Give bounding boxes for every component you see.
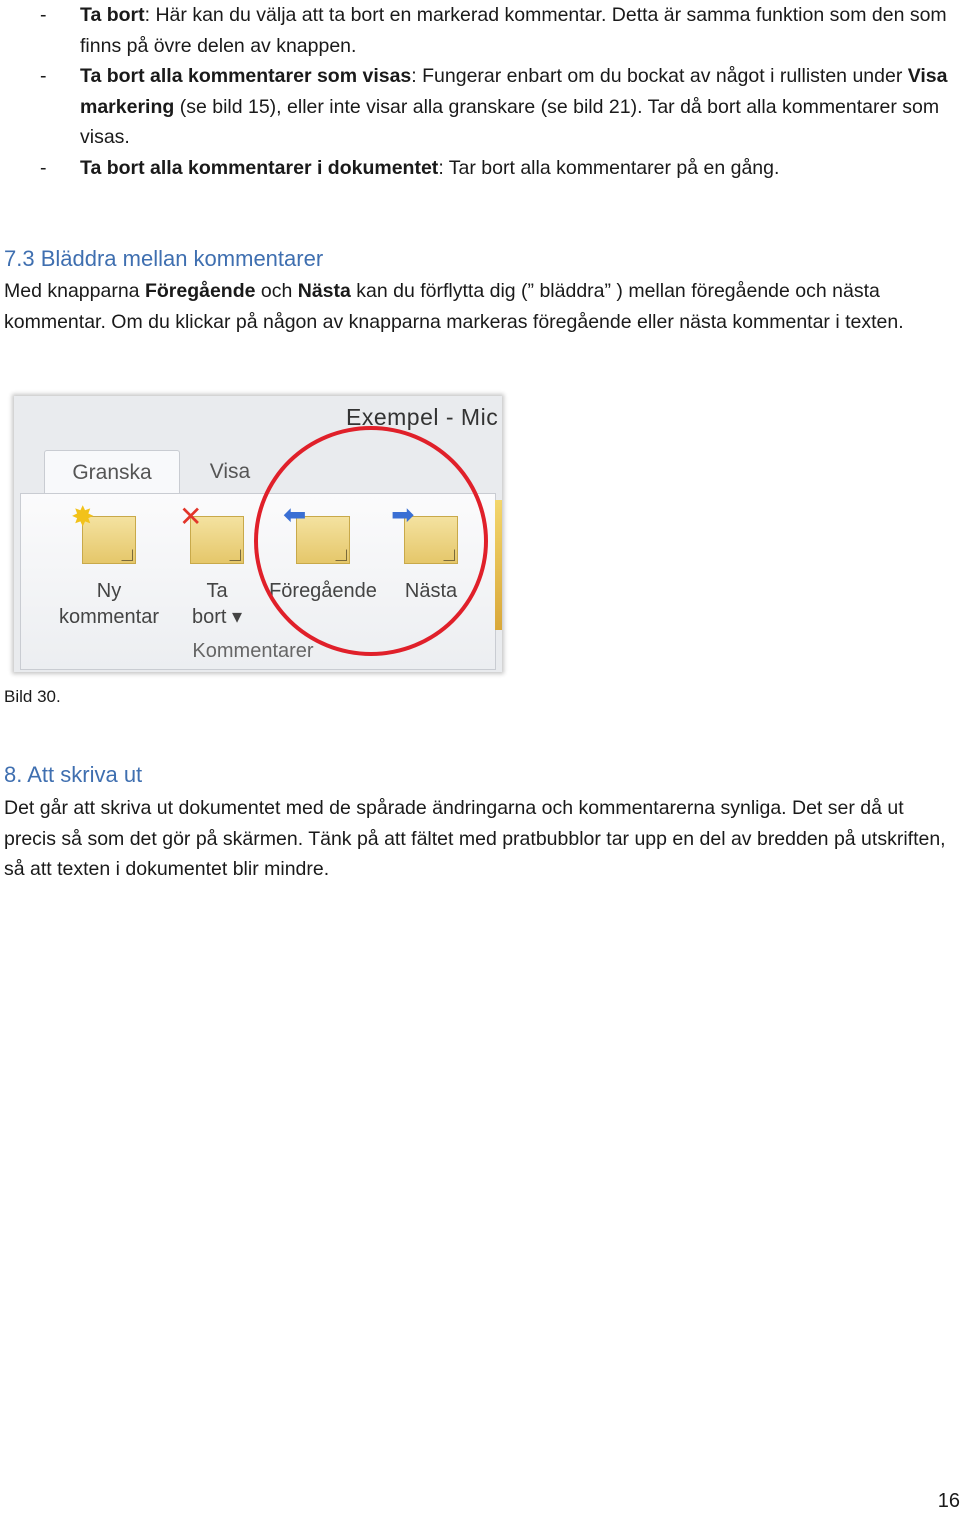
- bullet-text: : Tar bort alla kommentarer på en gång.: [438, 156, 780, 179]
- arrow-right-icon: ➡: [391, 499, 415, 530]
- ribbon-group-label: Kommentarer: [192, 640, 314, 662]
- button-label: Nästa: [404, 580, 458, 602]
- bullet-list: [0, 0, 960, 183]
- paragraph-text: kan du förflytta dig (” bläddra” ) mellan föregående och nästa kommentar. Om du klickar på någon av knapparna markeras föregående eller nästa kommentar i texten.: [4, 280, 904, 333]
- paragraph-term: Föregående: [144, 280, 256, 302]
- bullet-dash: -: [40, 156, 47, 179]
- section-heading-8: 8. Att skriva ut: [4, 762, 143, 787]
- paragraph-text: Med knapparna: [4, 280, 145, 302]
- list-item: [0, 61, 960, 153]
- list-item: [0, 0, 960, 61]
- bullet-term: Ta bort: [80, 4, 145, 26]
- bullet-text: : Fungerar enbart om du bockat av något i rullisten under: [411, 65, 908, 87]
- window-title: Exempel - Mic: [346, 404, 499, 430]
- bullet-term: Visa markering: [80, 65, 948, 118]
- bullet-dash: -: [40, 65, 47, 87]
- button-label: Ny kommentar: [58, 580, 160, 628]
- paragraph-text: och: [255, 280, 298, 302]
- new-comment-icon: [71, 501, 136, 564]
- tab-granska[interactable]: Granska: [44, 450, 180, 495]
- list-item: [0, 153, 960, 184]
- new-comment-button[interactable]: [49, 501, 169, 630]
- bullet-term: Ta bort alla kommentarer som visas: [80, 65, 412, 87]
- section-paragraph: [4, 276, 960, 337]
- bullet-text: : Här kan du välja att ta bort en markerad kommentar. Detta är samma funktion som den som finns på övre delen av knappen.: [80, 4, 947, 57]
- highlight-circle: [254, 426, 488, 656]
- ribbon-edge-strip: [495, 500, 502, 630]
- bullet-term: Ta bort alla kommentarer i dokumentet: [80, 156, 439, 179]
- bullet-text: (se bild 15), eller inte visar alla granskare (se bild 21). Tar då bort alla kommentarer som visas.: [80, 95, 940, 148]
- tab-visa[interactable]: Visa: [209, 460, 251, 483]
- section-paragraph: Det går att skriva ut dokumentet med de spårade ändringarna och kommentarerna synliga. Det ser då ut precis så som det gör på skärmen. Tänk på att fältet med pratbubblor tar upp en del av bredden på utskriften, så att texten i dokumentet blir mindre.: [4, 797, 946, 880]
- figure-caption: Bild 30.: [4, 687, 61, 706]
- button-label: Ta bort ▾: [191, 580, 243, 628]
- section-heading-7-3: 7.3 Bläddra mellan kommentarer: [4, 246, 324, 271]
- page-number: 16: [937, 1490, 960, 1512]
- red-x-icon: ✕: [179, 501, 203, 532]
- ribbon-screenshot: [14, 396, 502, 672]
- paragraph-term: Nästa: [297, 280, 351, 302]
- button-label: Föregående: [269, 580, 377, 602]
- arrow-left-icon: ⬅: [283, 499, 307, 530]
- bullet-dash: -: [40, 4, 47, 26]
- delete-comment-icon: [179, 501, 244, 564]
- sparkle-icon: ✸: [71, 501, 95, 532]
